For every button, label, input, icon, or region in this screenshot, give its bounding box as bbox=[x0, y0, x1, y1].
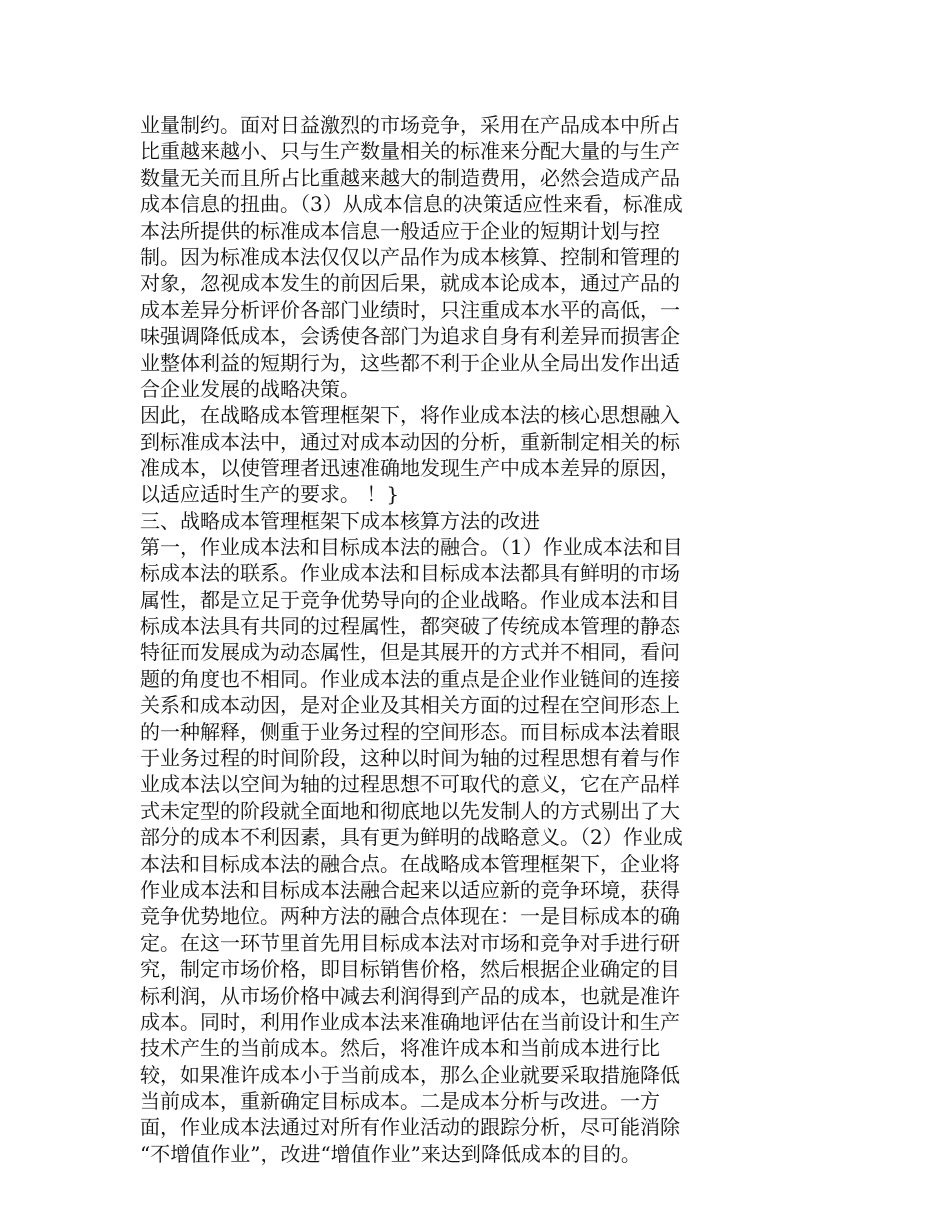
paragraph-line: 关系和成本动因，是对企业及其相关方面的过程在空间形态上 bbox=[140, 693, 680, 718]
paragraph-line: 本法所提供的标准成本信息一般适应于企业的短期计划与控 bbox=[140, 218, 660, 243]
paragraph-line: 面，作业成本法通过对所有作业活动的跟踪分析，尽可能消除 bbox=[140, 1115, 680, 1140]
paragraph-line: 数量无关而且所占比重越来越大的制造费用，必然会造成产品 bbox=[140, 165, 680, 190]
paragraph-line: 式未定型的阶段就全面地和彻底地以先发制人的方式剔出了大 bbox=[140, 798, 680, 823]
paragraph-line: 标成本法的联系。作业成本法和目标成本法都具有鲜明的市场 bbox=[140, 561, 680, 586]
paragraph-line: 定。在这一环节里首先用目标成本法对市场和竞争对手进行研 bbox=[140, 930, 680, 955]
paragraph-line: 较，如果准许成本小于当前成本，那么企业就要采取措施降低 bbox=[140, 1062, 680, 1087]
paragraph-line: 味强调降低成本，会诱使各部门为追求自身有利差异而损害企 bbox=[140, 324, 680, 349]
paragraph-line: 到标准成本法中，通过对成本动因的分析，重新制定相关的标 bbox=[140, 429, 680, 454]
paragraph-line: 属性，都是立足于竞争优势导向的企业战略。作业成本法和目 bbox=[140, 587, 680, 612]
paragraph-line: 合企业发展的战略决策。 bbox=[140, 376, 360, 401]
paragraph-line: 业整体利益的短期行为，这些都不利于企业从全局出发作出适 bbox=[140, 350, 680, 375]
paragraph-line: 成本信息的扭曲。（3）从成本信息的决策适应性来看，标准成 bbox=[140, 192, 683, 217]
paragraph-line: 标成本法具有共同的过程属性，都突破了传统成本管理的静态 bbox=[140, 614, 680, 639]
paragraph-line: 技术产生的当前成本。然后，将准许成本和当前成本进行比 bbox=[140, 1036, 660, 1061]
paragraph-line: 制。因为标准成本法仅仅以产品作为成本核算、控制和管理的 bbox=[140, 244, 680, 269]
paragraph-line: 题的角度也不相同。作业成本法的重点是企业作业链间的连接 bbox=[140, 666, 680, 691]
paragraph-line: 比重越来越小、只与生产数量相关的标准来分配大量的与生产 bbox=[140, 139, 680, 164]
paragraph-line: 对象，忽视成本发生的前因后果，就成本论成本，通过产品的 bbox=[140, 271, 680, 296]
paragraph-line: 作业成本法和目标成本法融合起来以适应新的竞争环境，获得 bbox=[140, 877, 680, 902]
paragraph-line: 业成本法以空间为轴的过程思想不可取代的意义，它在产品样 bbox=[140, 772, 680, 797]
paragraph-line: “不增值作业”，改进“增值作业”来达到降低成本的目的。 bbox=[140, 1141, 641, 1166]
paragraph-line: 当前成本，重新确定目标成本。二是成本分析与改进。一方 bbox=[140, 1089, 660, 1114]
paragraph-line: 第一，作业成本法和目标成本法的融合。（1）作业成本法和目 bbox=[140, 534, 683, 559]
paragraph-line: 竞争优势地位。两种方法的融合点体现在：一是目标成本的确 bbox=[140, 904, 680, 929]
paragraph-line: 的一种解释，侧重于业务过程的空间形态。而目标成本法着眼 bbox=[140, 719, 680, 744]
paragraph-line: 本法和目标成本法的融合点。在战略成本管理框架下，企业将 bbox=[140, 851, 680, 876]
paragraph-line: 究，制定市场价格，即目标销售价格，然后根据企业确定的目 bbox=[140, 957, 680, 982]
paragraph-line: 于业务过程的时间阶段，这种以时间为轴的过程思想有着与作 bbox=[140, 745, 680, 770]
document-body bbox=[140, 112, 750, 1167]
paragraph-line: 因此，在战略成本管理框架下，将作业成本法的核心思想融入 bbox=[140, 403, 680, 428]
paragraph-line: 准成本，以使管理者迅速准确地发现生产中成本差异的原因， bbox=[140, 456, 680, 481]
paragraph-line: 成本差异分析评价各部门业绩时，只注重成本水平的高低，一 bbox=[140, 297, 680, 322]
paragraph-line: 标利润，从市场价格中减去利润得到产品的成本，也就是准许 bbox=[140, 983, 680, 1008]
paragraph-line: 以适应适时生产的要求。 ！} bbox=[140, 482, 400, 507]
section-heading: 三、战略成本管理框架下成本核算方法的改进 bbox=[140, 508, 540, 533]
paragraph-line: 业量制约。面对日益激烈的市场竞争，采用在产品成本中所占 bbox=[140, 113, 680, 137]
paragraph-line: 部分的成本不利因素，具有更为鲜明的战略意义。（2）作业成 bbox=[140, 825, 683, 850]
paragraph-line: 特征而发展成为动态属性，但是其展开的方式并不相同，看问 bbox=[140, 640, 680, 665]
paragraph-line: 成本。同时，利用作业成本法来准确地评估在当前设计和生产 bbox=[140, 1009, 680, 1034]
